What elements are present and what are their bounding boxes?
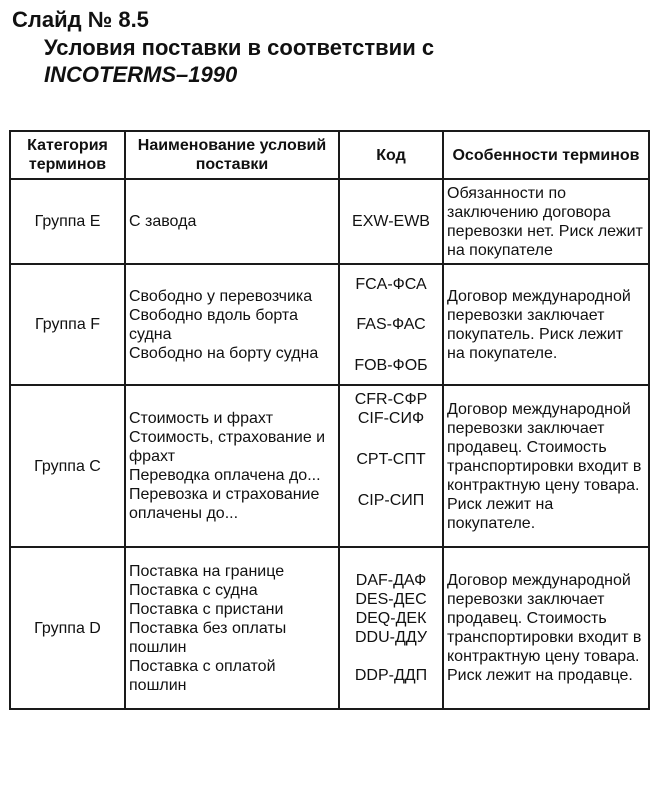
header-features: Особенности терминов	[443, 131, 649, 179]
table-row	[10, 179, 649, 264]
term-code: CPT-СПТ	[356, 451, 426, 468]
row-category: Группа D	[10, 547, 125, 709]
row-category: Группа C	[10, 385, 125, 547]
term-name: Стоимость, страхование и фрахт	[129, 429, 326, 465]
slide-title-line2: INCOTERMS–1990	[44, 62, 238, 87]
term-code: DDP-ДДП	[354, 667, 428, 684]
term-code: CIP-СИП	[357, 492, 425, 509]
term-name: С завода	[129, 213, 197, 230]
term-name: Свободно на борту судна	[129, 344, 319, 362]
term-code: DDU-ДДУ	[354, 629, 427, 646]
header-code: Код	[339, 131, 443, 179]
term-name: Поставка на границе	[129, 562, 285, 580]
row-features: Договор международной перевозки заключает продавец. Стоимость транспортировки входит в контрактную цену товара. Риск лежит на продавце.	[443, 547, 649, 709]
term-code: DES-ДЕС	[355, 591, 427, 608]
row-features: Обязанности по заключению договора перевозки нет. Риск лежит на покупателе	[443, 179, 649, 264]
term-name: Поставка с судна	[129, 581, 258, 599]
row-names	[125, 385, 339, 547]
term-code: DEQ-ДЕК	[355, 610, 427, 627]
row-category: Группа F	[10, 264, 125, 385]
row-names	[125, 179, 339, 264]
term-name: Свободно вдоль борта судна	[129, 306, 298, 343]
term-name: Свободно у перевозчика	[129, 287, 313, 305]
header-category: Категория терминов	[10, 131, 125, 179]
row-codes	[339, 264, 443, 385]
slide-title-line1: Условия поставки в соответствии с	[44, 35, 435, 60]
table-row	[10, 547, 649, 709]
row-codes	[339, 385, 443, 547]
slide-header	[12, 6, 434, 88]
term-code: FOB-ФОБ	[354, 356, 428, 374]
term-name: Поставка с пристани	[129, 600, 284, 618]
table-row	[10, 385, 649, 547]
slide-number: Слайд № 8.5	[12, 7, 149, 32]
header-name: Наименование условий поставки	[125, 131, 339, 179]
term-code: DAF-ДАФ	[355, 572, 427, 589]
incoterms-table	[9, 130, 650, 710]
term-code: FCA-ФСА	[355, 275, 427, 293]
row-names	[125, 547, 339, 709]
term-name: Переводка оплачена до...	[129, 467, 321, 484]
row-names	[125, 264, 339, 385]
term-name: Поставка с оплатой пошлин	[129, 657, 276, 694]
term-name: Стоимость и фрахт	[129, 410, 274, 427]
term-name: Поставка без оплаты пошлин	[129, 619, 287, 656]
term-code: FAS-ФАС	[356, 316, 426, 333]
term-code: CIF-СИФ	[357, 410, 425, 427]
row-category: Группа E	[10, 179, 125, 264]
table-row	[10, 264, 649, 385]
term-code: CFR-СФР	[354, 391, 428, 408]
row-features: Договор международной перевозки заключает покупатель. Риск лежит на покупателе.	[443, 264, 649, 385]
table-header-row	[10, 131, 649, 179]
row-codes	[339, 179, 443, 264]
slide-title	[44, 34, 434, 88]
term-name: Перевозка и страхование оплачены до...	[129, 486, 320, 522]
row-features: Договор международной перевозки заключает продавец. Стоимость транспортировки входит в контрактную цену товара. Риск лежит на покупателе.	[443, 385, 649, 547]
row-codes	[339, 547, 443, 709]
term-code: EXW-EWB	[352, 213, 430, 230]
